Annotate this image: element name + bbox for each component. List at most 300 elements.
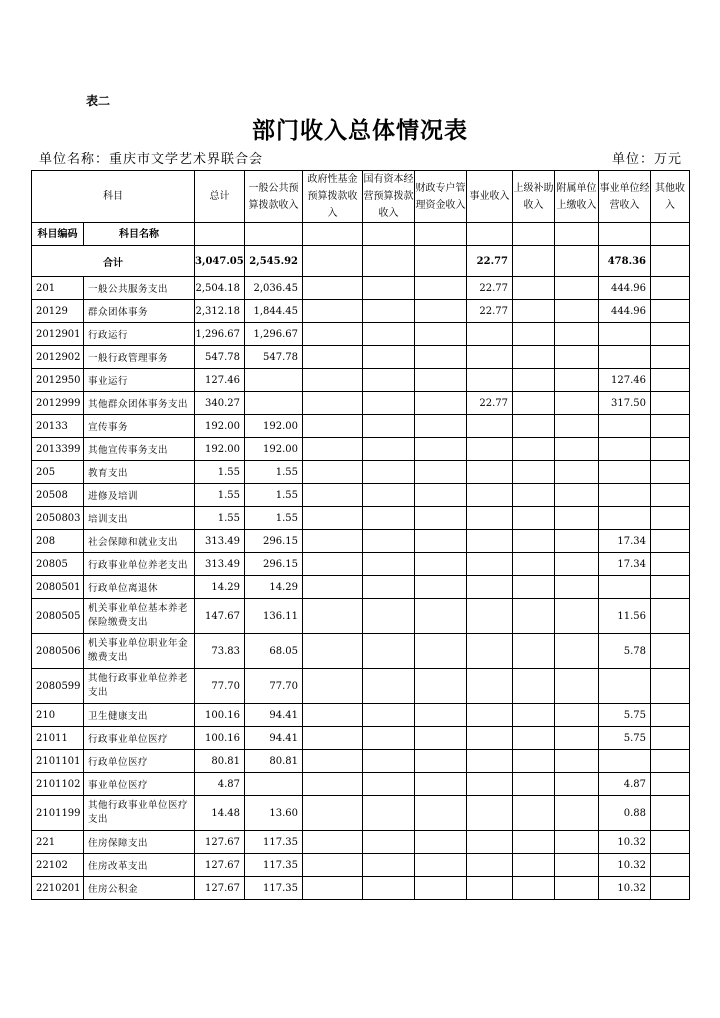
row-superior-subsidy [513, 634, 555, 669]
row-fiscal-special [415, 415, 467, 438]
row-state-capital [363, 461, 415, 484]
total-operation: 478.36 [599, 246, 651, 277]
row-code: 210 [32, 704, 84, 727]
row-fiscal-special [415, 392, 467, 415]
row-name: 卫生健康支出 [84, 704, 195, 727]
row-general: 296.15 [245, 530, 303, 553]
row-general: 14.29 [245, 576, 303, 599]
row-affiliated [555, 599, 599, 634]
row-name: 行政事业单位养老支出 [84, 553, 195, 576]
row-general: 117.35 [245, 854, 303, 877]
row-code: 22102 [32, 854, 84, 877]
row-total: 4.87 [195, 773, 245, 796]
row-name: 一般公共服务支出 [84, 277, 195, 300]
row-name: 其他行政事业单位养老支出 [84, 669, 195, 704]
row-other [651, 346, 690, 369]
table-row [32, 484, 690, 507]
row-superior-subsidy [513, 369, 555, 392]
row-superior-subsidy [513, 530, 555, 553]
row-superior-subsidy [513, 300, 555, 323]
row-affiliated [555, 392, 599, 415]
row-gov-fund [303, 669, 363, 704]
row-total: 127.46 [195, 369, 245, 392]
table-row [32, 877, 690, 900]
row-operation [599, 576, 651, 599]
row-code: 2210201 [32, 877, 84, 900]
row-affiliated [555, 750, 599, 773]
row-name: 住房改革支出 [84, 854, 195, 877]
row-gov-fund [303, 773, 363, 796]
row-total: 127.67 [195, 854, 245, 877]
row-business [467, 704, 513, 727]
row-general: 1.55 [245, 484, 303, 507]
row-gov-fund [303, 438, 363, 461]
header-gov-fund: 政府性基金预算拨款收入 [303, 171, 363, 223]
row-general: 117.35 [245, 831, 303, 854]
row-business [467, 553, 513, 576]
row-other [651, 369, 690, 392]
row-state-capital [363, 877, 415, 900]
row-fiscal-special [415, 669, 467, 704]
row-fiscal-special [415, 369, 467, 392]
row-code: 221 [32, 831, 84, 854]
row-name: 机关事业单位基本养老保险缴费支出 [84, 599, 195, 634]
row-name: 行政运行 [84, 323, 195, 346]
row-fiscal-special [415, 277, 467, 300]
row-other [651, 704, 690, 727]
row-affiliated [555, 415, 599, 438]
row-name: 事业单位医疗 [84, 773, 195, 796]
row-other [651, 415, 690, 438]
row-operation: 317.50 [599, 392, 651, 415]
row-total: 1,296.67 [195, 323, 245, 346]
row-fiscal-special [415, 484, 467, 507]
row-affiliated [555, 576, 599, 599]
row-general: 1,296.67 [245, 323, 303, 346]
row-gov-fund [303, 553, 363, 576]
row-code: 2013399 [32, 438, 84, 461]
row-general: 1.55 [245, 461, 303, 484]
row-affiliated [555, 773, 599, 796]
row-fiscal-special [415, 438, 467, 461]
row-general: 117.35 [245, 877, 303, 900]
income-table [31, 170, 690, 900]
row-affiliated [555, 727, 599, 750]
row-state-capital [363, 634, 415, 669]
row-operation [599, 438, 651, 461]
row-affiliated [555, 530, 599, 553]
row-other [651, 877, 690, 900]
row-total: 80.81 [195, 750, 245, 773]
row-code: 20508 [32, 484, 84, 507]
row-affiliated [555, 704, 599, 727]
table-label: 表二 [86, 94, 111, 108]
row-operation: 0.88 [599, 796, 651, 831]
row-business [467, 750, 513, 773]
row-total: 2,312.18 [195, 300, 245, 323]
row-fiscal-special [415, 831, 467, 854]
row-business [467, 877, 513, 900]
row-other [651, 796, 690, 831]
row-business [467, 438, 513, 461]
row-state-capital [363, 750, 415, 773]
row-code: 2050803 [32, 507, 84, 530]
row-general: 94.41 [245, 704, 303, 727]
row-fiscal-special [415, 461, 467, 484]
row-general: 1,844.45 [245, 300, 303, 323]
row-total: 73.83 [195, 634, 245, 669]
row-state-capital [363, 369, 415, 392]
row-affiliated [555, 323, 599, 346]
row-superior-subsidy [513, 599, 555, 634]
row-total: 100.16 [195, 727, 245, 750]
row-other [651, 773, 690, 796]
row-operation [599, 323, 651, 346]
unit-label: 单位：万元 [611, 152, 682, 167]
row-name: 教育支出 [84, 461, 195, 484]
row-name: 宣传事务 [84, 415, 195, 438]
row-total: 313.49 [195, 530, 245, 553]
row-general: 136.11 [245, 599, 303, 634]
row-business [467, 530, 513, 553]
row-code: 2012902 [32, 346, 84, 369]
row-total: 1.55 [195, 484, 245, 507]
row-general: 192.00 [245, 415, 303, 438]
table-row [32, 727, 690, 750]
row-operation: 5.75 [599, 704, 651, 727]
row-general: 94.41 [245, 727, 303, 750]
row-fiscal-special [415, 634, 467, 669]
row-state-capital [363, 300, 415, 323]
row-gov-fund [303, 484, 363, 507]
row-superior-subsidy [513, 553, 555, 576]
row-superior-subsidy [513, 323, 555, 346]
row-general: 296.15 [245, 553, 303, 576]
row-superior-subsidy [513, 854, 555, 877]
header-state-capital: 国有资本经营预算拨款收入 [363, 171, 415, 223]
row-name: 进修及培训 [84, 484, 195, 507]
row-general: 1.55 [245, 507, 303, 530]
header-affiliated: 附属单位上缴收入 [555, 171, 599, 223]
table-row [32, 461, 690, 484]
row-code: 2101102 [32, 773, 84, 796]
row-code: 2101199 [32, 796, 84, 831]
row-business [467, 484, 513, 507]
row-superior-subsidy [513, 877, 555, 900]
row-total: 1.55 [195, 461, 245, 484]
row-affiliated [555, 438, 599, 461]
table-row [32, 669, 690, 704]
header-fiscal-special: 财政专户管理资金收入 [415, 171, 467, 223]
row-operation: 11.56 [599, 599, 651, 634]
row-business [467, 461, 513, 484]
table-row [32, 750, 690, 773]
row-total: 14.29 [195, 576, 245, 599]
row-name: 社会保障和就业支出 [84, 530, 195, 553]
row-gov-fund [303, 877, 363, 900]
row-operation: 10.32 [599, 831, 651, 854]
row-other [651, 484, 690, 507]
table-row [32, 704, 690, 727]
total-general: 2,545.92 [245, 246, 303, 277]
row-other [651, 854, 690, 877]
row-name: 事业运行 [84, 369, 195, 392]
table-row [32, 438, 690, 461]
row-other [651, 461, 690, 484]
row-affiliated [555, 669, 599, 704]
row-total: 2,504.18 [195, 277, 245, 300]
row-state-capital [363, 507, 415, 530]
table-row [32, 634, 690, 669]
row-affiliated [555, 484, 599, 507]
table-row [32, 323, 690, 346]
row-affiliated [555, 634, 599, 669]
row-fiscal-special [415, 599, 467, 634]
row-other [651, 634, 690, 669]
row-affiliated [555, 346, 599, 369]
row-general: 13.60 [245, 796, 303, 831]
row-total: 547.78 [195, 346, 245, 369]
row-superior-subsidy [513, 796, 555, 831]
header-business-operation: 事业单位经营收入 [599, 171, 651, 223]
row-affiliated [555, 831, 599, 854]
row-name: 行政事业单位医疗 [84, 727, 195, 750]
row-fiscal-special [415, 773, 467, 796]
table-row [32, 831, 690, 854]
total-row [32, 246, 690, 277]
row-name: 行政单位离退休 [84, 576, 195, 599]
row-business: 22.77 [467, 392, 513, 415]
row-gov-fund [303, 392, 363, 415]
row-name: 培训支出 [84, 507, 195, 530]
row-state-capital [363, 831, 415, 854]
table-row [32, 530, 690, 553]
row-code: 20805 [32, 553, 84, 576]
row-business [467, 323, 513, 346]
unit-name: 单位名称：重庆市文学艺术界联合会 [39, 152, 264, 167]
row-total: 340.27 [195, 392, 245, 415]
table-row [32, 796, 690, 831]
table-row [32, 369, 690, 392]
row-state-capital [363, 484, 415, 507]
row-operation: 5.78 [599, 634, 651, 669]
row-business [467, 727, 513, 750]
table-row [32, 300, 690, 323]
row-code: 20129 [32, 300, 84, 323]
row-operation: 4.87 [599, 773, 651, 796]
row-state-capital [363, 599, 415, 634]
row-operation: 5.75 [599, 727, 651, 750]
row-total: 100.16 [195, 704, 245, 727]
row-operation: 17.34 [599, 553, 651, 576]
row-fiscal-special [415, 553, 467, 576]
row-fiscal-special [415, 750, 467, 773]
row-fiscal-special [415, 877, 467, 900]
row-general [245, 369, 303, 392]
header-name: 科目名称 [84, 223, 195, 246]
row-business [467, 634, 513, 669]
row-business [467, 599, 513, 634]
row-gov-fund [303, 415, 363, 438]
row-gov-fund [303, 854, 363, 877]
row-other [651, 576, 690, 599]
row-operation: 17.34 [599, 530, 651, 553]
row-general [245, 392, 303, 415]
row-other [651, 599, 690, 634]
row-operation: 127.46 [599, 369, 651, 392]
row-fiscal-special [415, 704, 467, 727]
table-row [32, 392, 690, 415]
table-row [32, 576, 690, 599]
header-total: 总计 [195, 171, 245, 223]
row-business [467, 669, 513, 704]
row-code: 208 [32, 530, 84, 553]
header-other: 其他收入 [651, 171, 690, 223]
row-fiscal-special [415, 300, 467, 323]
row-general: 547.78 [245, 346, 303, 369]
row-superior-subsidy [513, 277, 555, 300]
table-row [32, 599, 690, 634]
row-gov-fund [303, 346, 363, 369]
row-name: 其他群众团体事务支出 [84, 392, 195, 415]
row-state-capital [363, 704, 415, 727]
row-gov-fund [303, 727, 363, 750]
row-operation [599, 346, 651, 369]
row-general: 192.00 [245, 438, 303, 461]
row-state-capital [363, 392, 415, 415]
row-other [651, 277, 690, 300]
row-business [467, 796, 513, 831]
total-total: 3,047.05 [195, 246, 245, 277]
row-affiliated [555, 507, 599, 530]
row-other [651, 831, 690, 854]
row-gov-fund [303, 634, 363, 669]
row-affiliated [555, 553, 599, 576]
row-total: 192.00 [195, 438, 245, 461]
row-affiliated [555, 300, 599, 323]
row-code: 2080501 [32, 576, 84, 599]
row-gov-fund [303, 507, 363, 530]
row-other [651, 553, 690, 576]
row-total: 313.49 [195, 553, 245, 576]
row-state-capital [363, 346, 415, 369]
row-superior-subsidy [513, 392, 555, 415]
row-fiscal-special [415, 796, 467, 831]
row-total: 1.55 [195, 507, 245, 530]
row-superior-subsidy [513, 669, 555, 704]
table-row [32, 854, 690, 877]
row-operation [599, 669, 651, 704]
row-state-capital [363, 530, 415, 553]
row-general: 2,036.45 [245, 277, 303, 300]
row-code: 2012950 [32, 369, 84, 392]
row-business [467, 773, 513, 796]
row-affiliated [555, 854, 599, 877]
row-name: 机关事业单位职业年金缴费支出 [84, 634, 195, 669]
row-superior-subsidy [513, 831, 555, 854]
row-superior-subsidy [513, 750, 555, 773]
row-gov-fund [303, 300, 363, 323]
table-row [32, 277, 690, 300]
row-code: 2012999 [32, 392, 84, 415]
row-business [467, 415, 513, 438]
row-state-capital [363, 576, 415, 599]
row-superior-subsidy [513, 484, 555, 507]
header-code: 科目编码 [32, 223, 84, 246]
row-superior-subsidy [513, 773, 555, 796]
row-gov-fund [303, 576, 363, 599]
table-row [32, 773, 690, 796]
row-operation: 444.96 [599, 300, 651, 323]
row-state-capital [363, 773, 415, 796]
row-gov-fund [303, 704, 363, 727]
row-code: 2101101 [32, 750, 84, 773]
row-other [651, 392, 690, 415]
row-state-capital [363, 553, 415, 576]
row-affiliated [555, 369, 599, 392]
row-other [651, 750, 690, 773]
row-fiscal-special [415, 346, 467, 369]
row-affiliated [555, 877, 599, 900]
row-state-capital [363, 277, 415, 300]
row-operation [599, 750, 651, 773]
row-general: 80.81 [245, 750, 303, 773]
row-other [651, 300, 690, 323]
row-code: 21011 [32, 727, 84, 750]
row-code: 20133 [32, 415, 84, 438]
row-superior-subsidy [513, 461, 555, 484]
row-operation: 10.32 [599, 877, 651, 900]
row-business [467, 831, 513, 854]
row-fiscal-special [415, 507, 467, 530]
row-superior-subsidy [513, 704, 555, 727]
row-business: 22.77 [467, 277, 513, 300]
row-code: 2080599 [32, 669, 84, 704]
row-total: 147.67 [195, 599, 245, 634]
row-code: 205 [32, 461, 84, 484]
row-gov-fund [303, 831, 363, 854]
total-label: 合计 [32, 246, 195, 277]
row-business [467, 346, 513, 369]
row-business [467, 576, 513, 599]
row-state-capital [363, 438, 415, 461]
row-other [651, 727, 690, 750]
row-operation [599, 507, 651, 530]
row-operation: 444.96 [599, 277, 651, 300]
row-state-capital [363, 854, 415, 877]
row-state-capital [363, 415, 415, 438]
row-fiscal-special [415, 323, 467, 346]
row-code: 201 [32, 277, 84, 300]
row-superior-subsidy [513, 415, 555, 438]
row-affiliated [555, 277, 599, 300]
row-other [651, 507, 690, 530]
row-operation: 10.32 [599, 854, 651, 877]
row-total: 127.67 [195, 831, 245, 854]
row-code: 2080506 [32, 634, 84, 669]
header-business: 事业收入 [467, 171, 513, 223]
table-row [32, 415, 690, 438]
row-other [651, 669, 690, 704]
row-business: 22.77 [467, 300, 513, 323]
row-superior-subsidy [513, 727, 555, 750]
row-affiliated [555, 461, 599, 484]
row-total: 127.67 [195, 877, 245, 900]
row-state-capital [363, 669, 415, 704]
row-fiscal-special [415, 576, 467, 599]
row-business [467, 507, 513, 530]
row-operation [599, 415, 651, 438]
